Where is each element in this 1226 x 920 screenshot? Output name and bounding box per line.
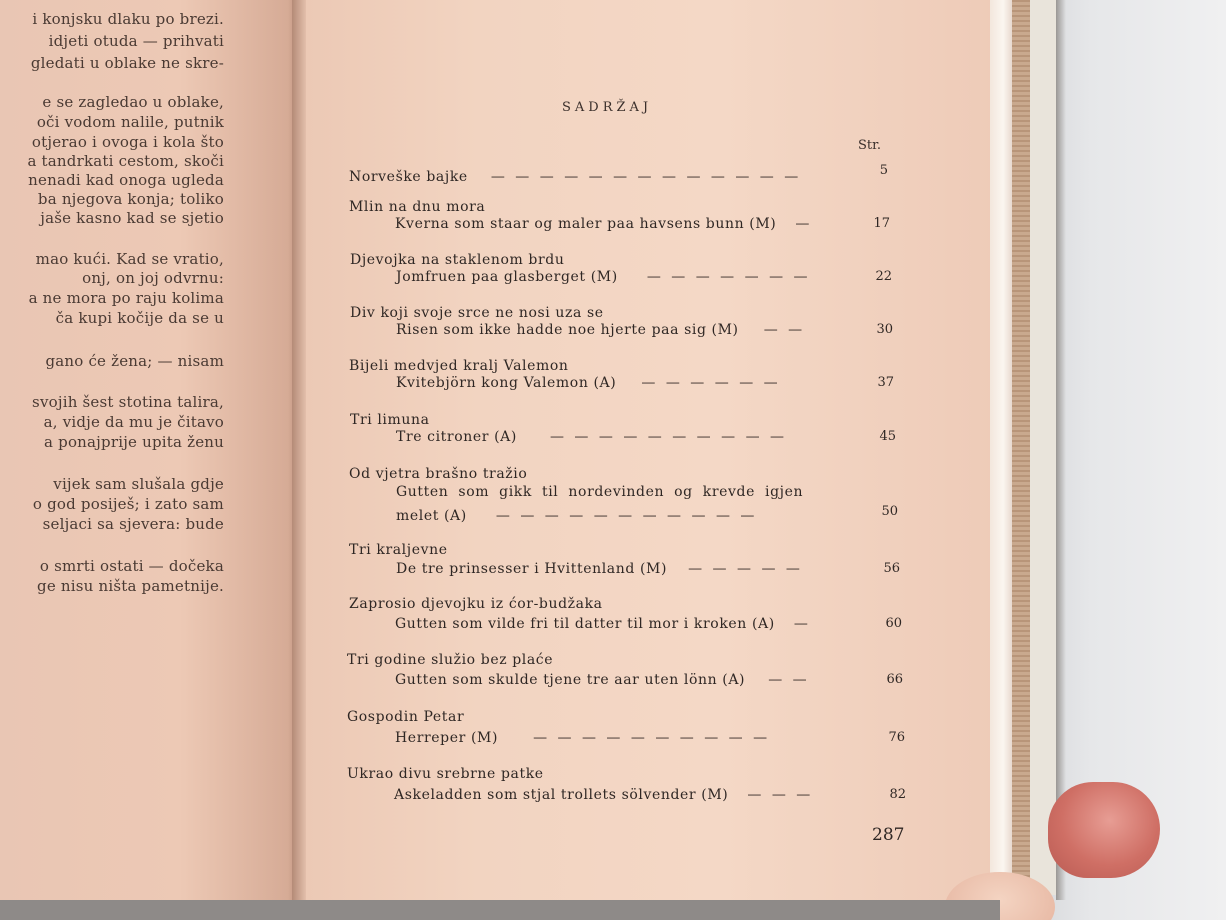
- entry-original: Kvitebjörn kong Valemon (A): [396, 375, 617, 391]
- page-number: 45: [879, 429, 896, 444]
- left-page-line: onj, on joj odvrnu:: [82, 269, 224, 287]
- left-page-line: ge nisu ništa pametnije.: [37, 577, 224, 595]
- toc-entry-title: Od vjetra brašno tražio: [349, 466, 528, 482]
- page-column-label: Str.: [858, 138, 882, 153]
- page-number: 60: [885, 616, 902, 631]
- page-number: 37: [877, 375, 894, 390]
- page-edges: [990, 0, 1012, 900]
- finger-right: [1048, 782, 1160, 878]
- left-page-line: gano će žena; — nisam: [45, 352, 224, 370]
- left-page: [0, 0, 300, 900]
- toc-heading: SADRŽAJ: [562, 100, 653, 115]
- page-number: 22: [875, 269, 892, 284]
- page-number: 5: [879, 163, 888, 178]
- left-page-line: gledati u oblake ne skre-: [30, 54, 224, 72]
- toc-entry-title: Tri godine služio bez plaće: [347, 652, 554, 668]
- toc-entry-title: Zaprosio djevojku iz ćor-budžaka: [349, 596, 603, 612]
- left-page-line: svojih šest stotina talira,: [32, 393, 224, 411]
- entry-original: Jomfruen paa glasberget (M): [396, 269, 618, 285]
- left-page-line: a, vidje da mu je čitavo: [43, 413, 224, 431]
- toc-entry-original: [395, 216, 812, 232]
- page-number: 76: [888, 730, 905, 745]
- dot-leader: — — — — — — — — — — — — —: [490, 169, 802, 185]
- left-page-line: o god posiješ; i zato sam: [32, 495, 224, 513]
- toc-entry-title: Mlin na dnu mora: [349, 199, 486, 215]
- left-page-line: vijek sam slušala gdje: [53, 475, 224, 493]
- dot-leader: — — —: [747, 787, 814, 803]
- entry-original-cont: melet (A): [396, 508, 467, 524]
- toc-entry-original: [396, 561, 803, 577]
- page-number: 50: [881, 504, 898, 519]
- dot-leader: — — — — — — — — — —: [533, 730, 771, 746]
- toc-entry-title: Tri kraljevne: [349, 542, 448, 558]
- toc-entry-original: [395, 672, 810, 688]
- toc-entry-original-cont: [396, 508, 757, 524]
- entry-original: Kverna som staar og maler paa havsens bunn (M): [395, 216, 777, 232]
- toc-entry-title: Div koji svoje srce ne nosi uza se: [350, 305, 604, 321]
- toc-entry-title: Bijeli medvjed kralj Valemon: [349, 358, 569, 374]
- left-page-line: e se zagledao u oblake,: [42, 93, 224, 111]
- entry-original: Herreper (M): [395, 730, 499, 746]
- left-page-line: a tandrkati cestom, skoči: [27, 152, 224, 170]
- left-page-line: mao kući. Kad se vratio,: [35, 250, 224, 268]
- toc-entry-title: [349, 169, 801, 185]
- entry-original: Gutten som skulde tjene tre aar uten lönn (A): [395, 672, 746, 688]
- left-page-line: a ne mora po raju kolima: [28, 289, 224, 307]
- left-page-line: idjeti otuda — prihvati: [48, 32, 224, 50]
- left-page-line: seljaci sa sjevera: bude: [42, 515, 224, 533]
- toc-entry-title: Gospodin Petar: [347, 709, 465, 725]
- left-page-line: oči vodom nalile, putnik: [36, 113, 224, 131]
- dot-leader: — — — — — —: [641, 375, 781, 391]
- toc-entry-original: [396, 429, 787, 445]
- left-page-line: ba njegova konja; toliko: [37, 190, 224, 208]
- dot-leader: —: [793, 616, 811, 632]
- folio-page-number: 287: [872, 825, 905, 845]
- page-number: 82: [889, 787, 906, 802]
- toc-entry-original: [396, 322, 805, 338]
- page-number: 56: [883, 561, 900, 576]
- toc-entry-original: Gutten som gikk til nordevinden og krevde igjen: [396, 484, 804, 500]
- page-number: 30: [876, 322, 893, 337]
- left-page-line: nenadi kad onoga ugleda: [28, 171, 224, 189]
- toc-entry-original: [396, 269, 811, 285]
- page-number: 17: [873, 216, 890, 231]
- entry-original: De tre prinsesser i Hvittenland (M): [396, 561, 668, 577]
- dot-leader: — — — — —: [688, 561, 803, 577]
- dot-leader: — — — — — — — — — — —: [495, 508, 758, 524]
- bottom-shadow: [0, 900, 1000, 920]
- toc-entry-title: Djevojka na staklenom brdu: [350, 252, 565, 268]
- toc-entry-title: Ukrao divu srebrne patke: [347, 766, 544, 782]
- left-page-line: o smrti ostati — dočeka: [39, 557, 224, 575]
- cover-face: [1030, 0, 1056, 895]
- cover-shadow: [1056, 0, 1066, 900]
- entry-original: Gutten som vilde fri til datter til mor i kroken (A): [395, 616, 775, 632]
- entry-original: Risen som ikke hadde noe hjerte paa sig (M): [396, 322, 739, 338]
- left-page-line: ča kupi kočije da se u: [55, 309, 224, 327]
- left-page-line: jaše kasno kad se sjetio: [40, 209, 224, 227]
- dot-leader: — —: [768, 672, 810, 688]
- entry-original: Askeladden som stjal trollets sölvender (M): [394, 787, 729, 803]
- toc-entry-title: Tri limuna: [350, 412, 430, 428]
- toc-entry-original: [396, 375, 781, 391]
- dot-leader: — — — — — — —: [646, 269, 811, 285]
- page-number: 66: [886, 672, 903, 687]
- dot-leader: —: [795, 216, 813, 232]
- entry-title: Norveške bajke: [349, 169, 468, 185]
- toc-entry-original: [395, 616, 811, 632]
- dot-leader: — —: [763, 322, 806, 338]
- cover-edge: [1012, 0, 1030, 890]
- toc-entry-original: [394, 787, 813, 803]
- toc-entry-original: [395, 730, 770, 746]
- left-page-line: a ponajprije upita ženu: [44, 433, 224, 451]
- dot-leader: — — — — — — — — — —: [549, 429, 788, 445]
- left-page-line: i konjsku dlaku po brezi.: [32, 10, 224, 28]
- entry-original: Tre citroner (A): [396, 429, 517, 445]
- left-page-line: otjerao i ovoga i kola što: [31, 133, 224, 151]
